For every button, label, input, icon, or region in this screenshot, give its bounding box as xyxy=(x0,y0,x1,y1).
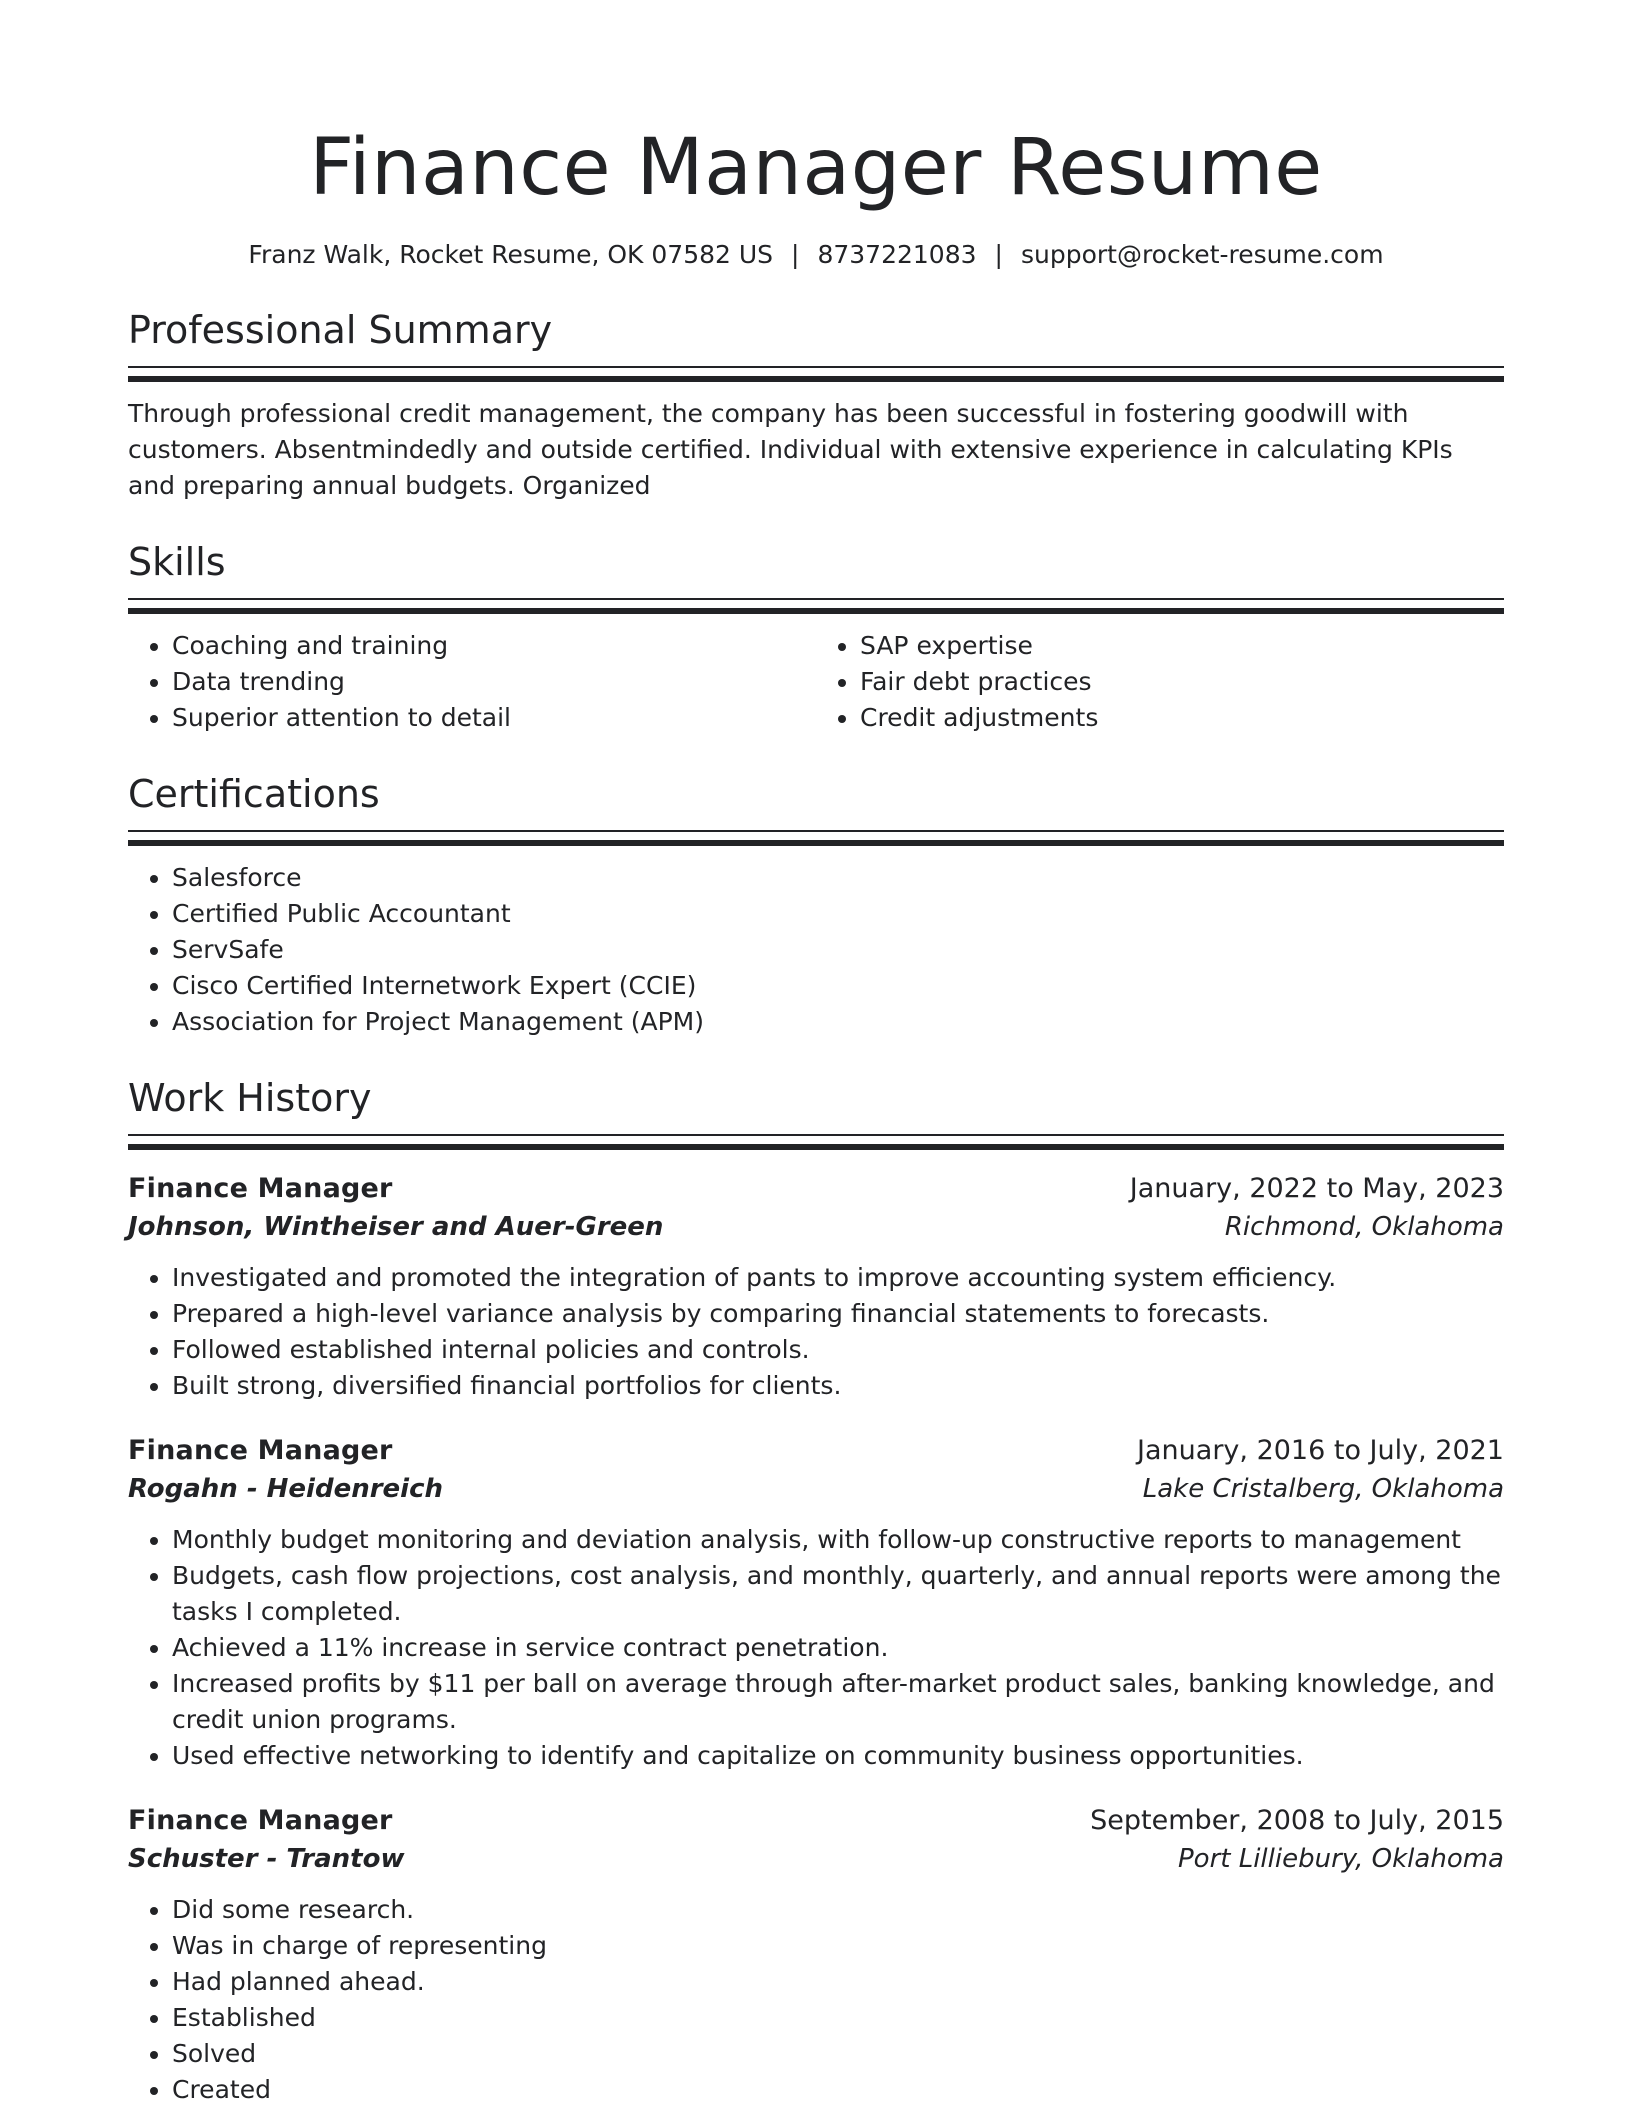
job-duty-item: • Investigated and promoted the integration of pants to improve accounting system efficiency. xyxy=(172,1260,1504,1296)
certification-item: • Salesforce xyxy=(172,860,1504,896)
job-company: Rogahn - Heidenreich xyxy=(128,1474,444,1504)
section-divider xyxy=(128,598,1504,614)
skills-list-left xyxy=(128,628,816,736)
job-location: Richmond, Oklahoma xyxy=(1224,1212,1504,1242)
skills-grid xyxy=(128,628,1504,736)
job-location: Port Lilliebury, Oklahoma xyxy=(1177,1844,1504,1874)
certification-item: • Cisco Certified Internetwork Expert (CCIE) xyxy=(172,968,1504,1004)
job-entry xyxy=(128,1432,1504,1774)
job-dates: September, 2008 to July, 2015 xyxy=(1090,1805,1504,1836)
certification-item: • Association for Project Management (APM) xyxy=(172,1004,1504,1040)
job-duty-item: • Solved xyxy=(172,2036,1504,2072)
resume-title: Finance Manager Resume xyxy=(309,123,1323,213)
job-duties-list xyxy=(128,1260,1504,1404)
certification-item: • ServSafe xyxy=(172,932,1504,968)
skills-list-right xyxy=(816,628,1504,736)
contact-separator: | xyxy=(994,240,1003,269)
job-duty-item: • Did some research. xyxy=(172,1892,1504,1928)
job-duty-item: • Used effective networking to identify and capitalize on community business opportunities. xyxy=(172,1738,1504,1774)
contact-address: Franz Walk, Rocket Resume, OK 07582 US xyxy=(248,240,774,269)
skill-item: • Coaching and training xyxy=(172,628,816,664)
contact-line xyxy=(128,238,1504,272)
skill-item: • Data trending xyxy=(172,664,816,700)
contact-email: support@rocket-resume.com xyxy=(1020,240,1384,269)
job-duty-item: • Established xyxy=(172,2000,1504,2036)
job-duty-item: • Had planned ahead. xyxy=(172,1964,1504,2000)
job-dates: January, 2022 to May, 2023 xyxy=(1129,1173,1504,1204)
skill-item: • SAP expertise xyxy=(860,628,1504,664)
skill-item: • Fair debt practices xyxy=(860,664,1504,700)
work-history-section xyxy=(128,1072,1504,2108)
certifications-heading: Certifications xyxy=(128,772,380,816)
job-location: Lake Cristalberg, Oklahoma xyxy=(1142,1474,1504,1504)
summary-heading: Professional Summary xyxy=(128,308,553,352)
job-header-row xyxy=(128,1432,1504,1470)
job-header-row xyxy=(128,1170,1504,1208)
job-duties-list xyxy=(128,1522,1504,1774)
summary-section xyxy=(128,304,1504,504)
job-duty-item: • Followed established internal policies and controls. xyxy=(172,1332,1504,1368)
job-title: Finance Manager xyxy=(128,1805,393,1836)
section-divider xyxy=(128,830,1504,846)
job-duty-item: • Monthly budget monitoring and deviation analysis, with follow-up constructive reports to management xyxy=(172,1522,1504,1558)
work-history-heading: Work History xyxy=(128,1076,372,1120)
job-company-row xyxy=(128,1208,1504,1246)
job-company-row xyxy=(128,1840,1504,1878)
job-header-row xyxy=(128,1802,1504,1840)
job-duties-list xyxy=(128,1892,1504,2108)
job-company-row xyxy=(128,1470,1504,1508)
certification-item: • Certified Public Accountant xyxy=(172,896,1504,932)
section-divider xyxy=(128,1134,1504,1150)
contact-separator: | xyxy=(791,240,800,269)
job-duty-item: • Budgets, cash flow projections, cost analysis, and monthly, quarterly, and annual reports were among the tasks I completed. xyxy=(172,1558,1504,1630)
summary-text: Through professional credit management, the company has been successful in fostering goodwill with customers. Absentmindedly and outside certified. Individual with extensive experience in calculating KPIs and preparing annual budgets. Organized xyxy=(128,399,1453,500)
skills-section xyxy=(128,536,1504,736)
job-company: Johnson, Wintheiser and Auer-Green xyxy=(128,1212,664,1242)
skill-item: • Credit adjustments xyxy=(860,700,1504,736)
skills-heading: Skills xyxy=(128,540,226,584)
job-duty-item: • Created xyxy=(172,2072,1504,2108)
job-title: Finance Manager xyxy=(128,1173,393,1204)
job-duty-item: • Increased profits by $11 per ball on average through after-market product sales, banking knowledge, and credit union programs. xyxy=(172,1666,1504,1738)
job-title: Finance Manager xyxy=(128,1435,393,1466)
contact-phone: 8737221083 xyxy=(817,240,977,269)
job-duty-item: • Was in charge of representing xyxy=(172,1928,1504,1964)
job-company: Schuster - Trantow xyxy=(128,1844,405,1874)
job-duty-item: • Prepared a high-level variance analysis by comparing financial statements to forecasts. xyxy=(172,1296,1504,1332)
job-entry xyxy=(128,1802,1504,2108)
certifications-list xyxy=(128,860,1504,1040)
job-duty-item: • Achieved a 11% increase in service contract penetration. xyxy=(172,1630,1504,1666)
skill-item: • Superior attention to detail xyxy=(172,700,816,736)
job-duty-item: • Built strong, diversified financial portfolios for clients. xyxy=(172,1368,1504,1404)
certifications-section xyxy=(128,768,1504,1040)
job-entry xyxy=(128,1170,1504,1404)
section-divider xyxy=(128,366,1504,382)
job-dates: January, 2016 to July, 2021 xyxy=(1137,1435,1504,1466)
